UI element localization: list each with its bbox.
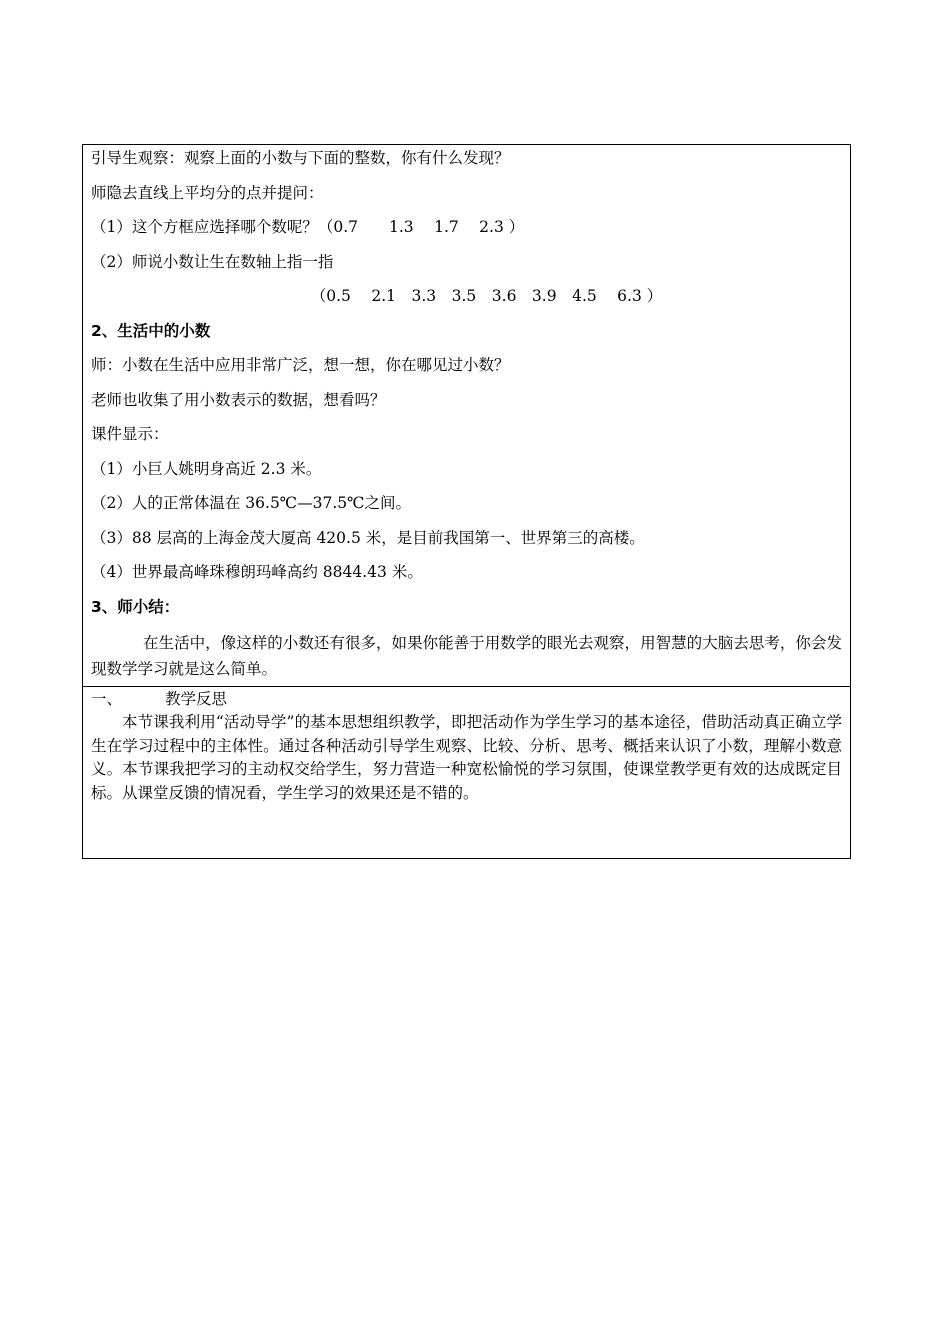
reflection-heading [91, 689, 842, 709]
number-list: （0.5 2.1 3.3 3.5 3.6 3.9 4.5 6.3 ） [310, 287, 663, 305]
section-2-line: 课件显示： [91, 425, 169, 443]
teacher-question-intro: 师隐去直线上平均分的点并提问： [91, 183, 324, 202]
reflection-title: 教学反思 [165, 690, 228, 708]
example-2: （2）人的正常体温在 36.5℃—37.5℃之间。 [91, 494, 411, 512]
section-2-heading: 2、生活中的小数 [91, 321, 211, 340]
example-4: （4）世界最高峰珠穆朗玛峰高约 8844.43 米。 [91, 563, 423, 581]
reflection-cell [83, 687, 850, 858]
reflection-paragraph: 本节课我利用“活动导学”的基本思想组织教学，即把活动作为学生学习的基本途径，借助活动真正确立学生在学习过程中的主体性。通过各种活动引导学生观察、比较、分析、思考、概括来认识了小数，理解小数意义。本节课我把学习的主动权交给学生，努力营造一种宽松愉悦的学习氛围，使课堂教学更有效的达成既定目标。从课堂反馈的情况看，学生学习的效果还是不错的。 [91, 713, 842, 802]
section-3-heading: 3、师小结： [91, 597, 180, 616]
question-1: （1）这个方框应选择哪个数呢？（0.7 1.3 1.7 2.3 ） [91, 218, 525, 236]
lesson-content-cell [83, 145, 850, 687]
section-2-line: 师：小数在生活中应用非常广泛，想一想，你在哪见过小数？ [91, 356, 510, 374]
section-2-line: 老师也收集了用小数表示的数据，想看吗？ [91, 390, 386, 409]
lesson-table [82, 144, 851, 859]
example-3: （3）88 层高的上海金茂大厦高 420.5 米，是目前我国第一、世界第三的高楼。 [91, 528, 645, 547]
summary-paragraph: 在生活中，像这样的小数还有很多，如果你能善于用数学的眼光去观察，用智慧的大脑去思考，你会发现数学学习就是这么简单。 [91, 634, 842, 678]
example-1: （1）小巨人姚明身高近 2.3 米。 [91, 459, 322, 478]
observe-instruction: 引导生观察：观察上面的小数与下面的整数，你有什么发现？ [91, 149, 510, 167]
question-2: （2）师说小数让生在数轴上指一指 [91, 252, 334, 271]
reflection-number: 一、 [91, 690, 123, 708]
